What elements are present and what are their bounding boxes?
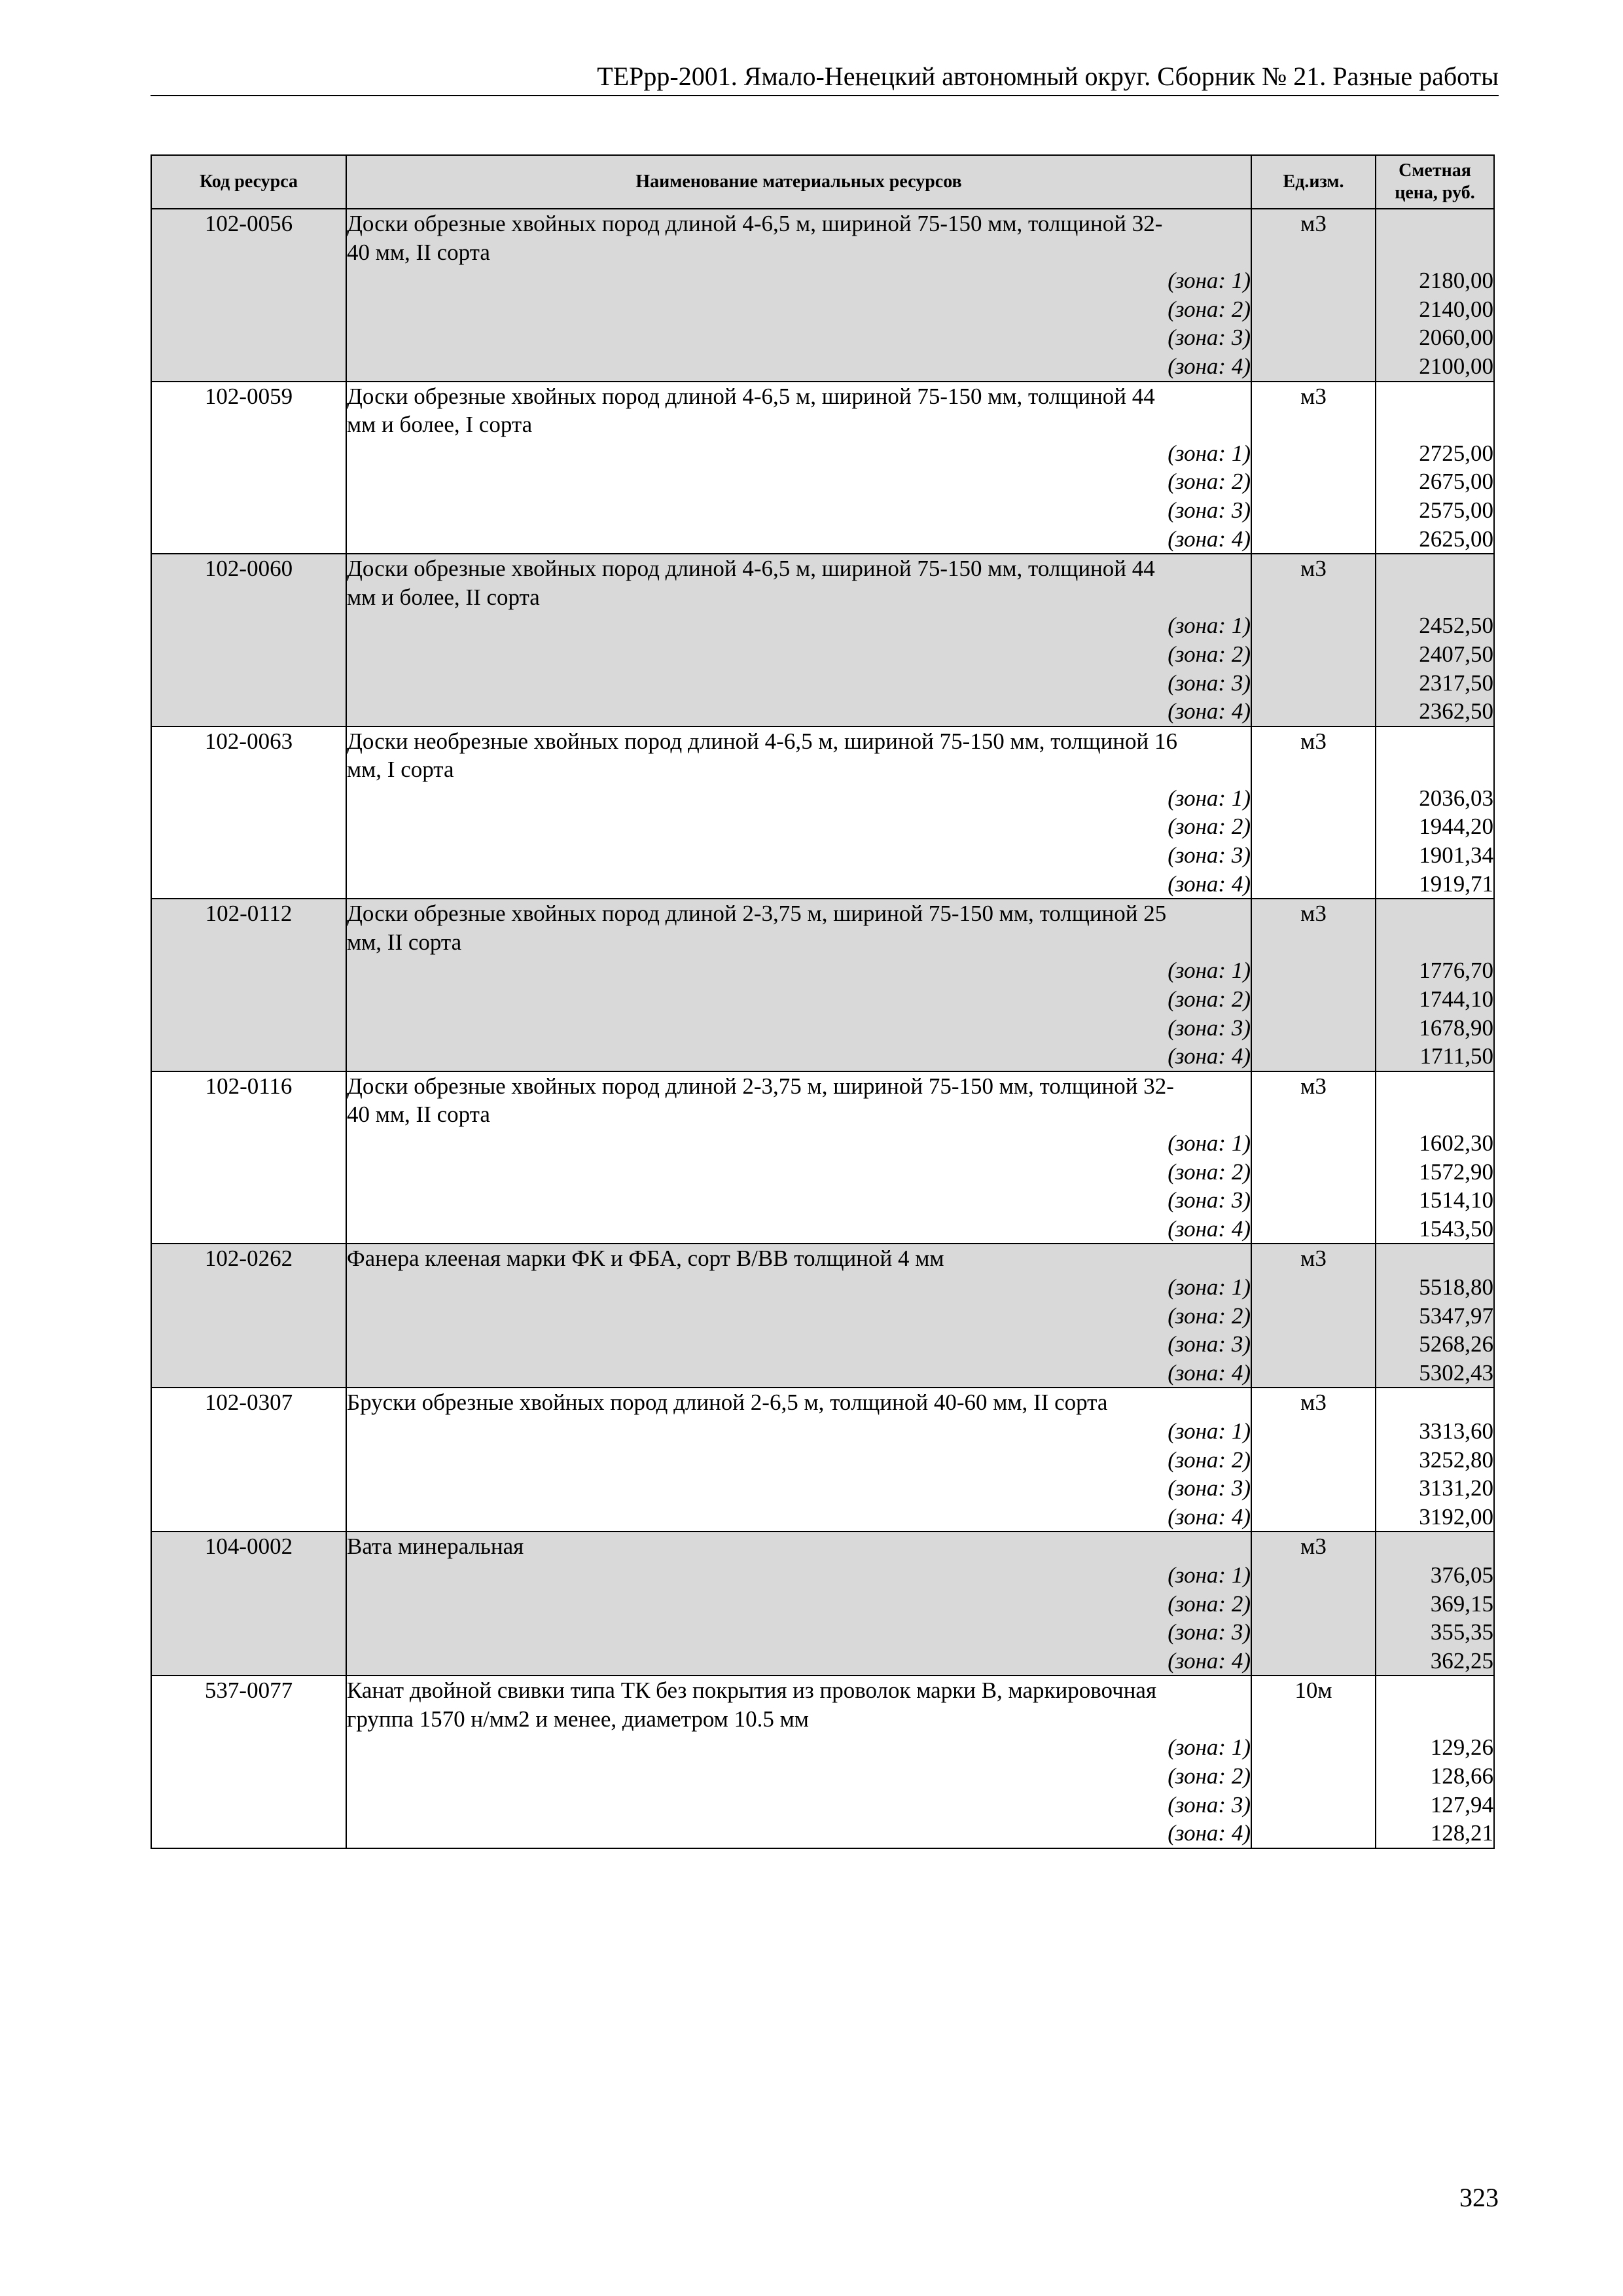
resource-name bbox=[346, 209, 1251, 382]
zone-label: (зона: 2) bbox=[1168, 1590, 1251, 1617]
zone-label: (зона: 2) bbox=[1168, 1446, 1251, 1473]
resource-prices bbox=[1376, 382, 1494, 554]
zone-label: (зона: 1) bbox=[1168, 1418, 1251, 1444]
resource-prices bbox=[1376, 209, 1494, 382]
zone-label: (зона: 3) bbox=[1168, 842, 1251, 869]
zone-label: (зона: 1) bbox=[1168, 1562, 1251, 1588]
column-header-price-line1: Сметная bbox=[1399, 160, 1471, 181]
zone-label: (зона: 2) bbox=[1168, 1158, 1251, 1185]
zone-price: 1776,70 bbox=[1419, 958, 1493, 984]
price-spacer bbox=[1376, 727, 1493, 756]
zone-label: (зона: 2) bbox=[1168, 296, 1251, 322]
resource-name-line: Канат двойной свивки типа ТК без покрытия из проволок марки В, маркировочная bbox=[347, 1677, 1157, 1704]
table-row bbox=[151, 1388, 1494, 1532]
price-spacer bbox=[1376, 238, 1493, 267]
resource-prices bbox=[1376, 1388, 1494, 1532]
table-row bbox=[151, 1071, 1494, 1244]
zone-price: 3192,00 bbox=[1419, 1503, 1493, 1530]
resource-code: 102-0262 bbox=[151, 1244, 346, 1388]
resource-name-line: группа 1570 н/мм2 и менее, диаметром 10.5 мм bbox=[347, 1706, 809, 1732]
zone-price: 3131,20 bbox=[1419, 1475, 1493, 1501]
zone-price: 1944,20 bbox=[1419, 814, 1493, 840]
resource-name-line: мм и более, II сорта bbox=[347, 584, 540, 610]
price-table bbox=[151, 154, 1495, 1849]
resource-name-line: Доски обрезные хвойных пород длиной 4-6,5 м, шириной 75-150 мм, толщиной 44 bbox=[347, 383, 1155, 409]
zone-price: 2407,50 bbox=[1419, 641, 1493, 667]
price-spacer bbox=[1376, 755, 1493, 784]
resource-unit: м3 bbox=[1251, 726, 1376, 899]
zone-price: 3252,80 bbox=[1419, 1446, 1493, 1473]
page-number: 323 bbox=[1459, 2183, 1499, 2212]
zone-label: (зона: 1) bbox=[1168, 268, 1251, 294]
zone-price: 2725,00 bbox=[1419, 440, 1493, 466]
price-spacer bbox=[1376, 583, 1493, 612]
zone-price: 2452,50 bbox=[1419, 613, 1493, 639]
zone-label: (зона: 1) bbox=[1168, 1130, 1251, 1156]
column-header-unit: Ед.изм. bbox=[1251, 155, 1376, 209]
resource-prices bbox=[1376, 1676, 1494, 1848]
zone-label: (зона: 1) bbox=[1168, 785, 1251, 811]
resource-code: 102-0112 bbox=[151, 899, 346, 1071]
zone-label: (зона: 3) bbox=[1168, 1475, 1251, 1501]
zone-price: 2140,00 bbox=[1419, 296, 1493, 322]
resource-prices bbox=[1376, 1244, 1494, 1388]
zone-price: 1744,10 bbox=[1419, 986, 1493, 1013]
table-header-row bbox=[151, 155, 1494, 209]
zone-label: (зона: 3) bbox=[1168, 670, 1251, 696]
resource-code: 102-0059 bbox=[151, 382, 346, 554]
zone-price: 127,94 bbox=[1430, 1791, 1493, 1818]
page-header: ТЕРрр-2001. Ямало-Ненецкий автономный округ. Сборник № 21. Разные работы bbox=[151, 60, 1499, 96]
price-spacer bbox=[1376, 1244, 1493, 1273]
resource-unit: м3 bbox=[1251, 899, 1376, 1071]
zone-label: (зона: 3) bbox=[1168, 1619, 1251, 1645]
resource-name-line: Доски обрезные хвойных пород длиной 4-6,5 м, шириной 75-150 мм, толщиной 32- bbox=[347, 211, 1163, 236]
zone-label: (зона: 4) bbox=[1168, 1359, 1251, 1386]
zone-label: (зона: 3) bbox=[1168, 1791, 1251, 1818]
zone-price: 2060,00 bbox=[1419, 325, 1493, 351]
resource-unit: м3 bbox=[1251, 382, 1376, 554]
resource-name-line: Доски обрезные хвойных пород длиной 2-3,75 м, шириной 75-150 мм, толщиной 32- bbox=[347, 1073, 1174, 1099]
price-spacer bbox=[1376, 1532, 1493, 1561]
table-row bbox=[151, 209, 1494, 382]
zone-price: 1572,90 bbox=[1419, 1158, 1493, 1185]
zone-price: 1919,71 bbox=[1419, 870, 1493, 897]
resource-prices bbox=[1376, 1071, 1494, 1244]
resource-name-line: 40 мм, II сорта bbox=[347, 1102, 490, 1128]
resource-name bbox=[346, 1071, 1251, 1244]
price-spacer bbox=[1376, 554, 1493, 583]
resource-prices bbox=[1376, 726, 1494, 899]
zone-price: 2180,00 bbox=[1419, 268, 1493, 294]
resource-name-line: мм и более, I сорта bbox=[347, 412, 533, 438]
zone-price: 2100,00 bbox=[1419, 353, 1493, 379]
zone-label: (зона: 4) bbox=[1168, 870, 1251, 897]
resource-unit: 10м bbox=[1251, 1676, 1376, 1848]
column-header-name: Наименование материальных ресурсов bbox=[346, 155, 1251, 209]
resource-name-line: Вата минеральная bbox=[347, 1534, 524, 1560]
resource-prices bbox=[1376, 1532, 1494, 1676]
resource-code: 537-0077 bbox=[151, 1676, 346, 1848]
zone-label: (зона: 1) bbox=[1168, 1734, 1251, 1761]
zone-label: (зона: 3) bbox=[1168, 1187, 1251, 1213]
zone-price: 2575,00 bbox=[1419, 497, 1493, 523]
zone-price: 1711,50 bbox=[1419, 1043, 1493, 1069]
zone-label: (зона: 4) bbox=[1168, 1503, 1251, 1530]
resource-code: 104-0002 bbox=[151, 1532, 346, 1676]
zone-price: 2036,03 bbox=[1419, 785, 1493, 811]
zone-price: 376,05 bbox=[1430, 1562, 1493, 1588]
resource-unit: м3 bbox=[1251, 1388, 1376, 1532]
zone-label: (зона: 4) bbox=[1168, 1043, 1251, 1069]
price-spacer bbox=[1376, 928, 1493, 957]
resource-name bbox=[346, 1532, 1251, 1676]
resource-name-line: мм, II сорта bbox=[347, 929, 462, 955]
resource-name bbox=[346, 382, 1251, 554]
table-row bbox=[151, 382, 1494, 554]
resource-name-line: Доски обрезные хвойных пород длиной 4-6,5 м, шириной 75-150 мм, толщиной 44 bbox=[347, 556, 1155, 582]
zone-price: 128,21 bbox=[1430, 1820, 1493, 1846]
zone-label: (зона: 2) bbox=[1168, 1302, 1251, 1329]
price-spacer bbox=[1376, 209, 1493, 238]
price-spacer bbox=[1376, 899, 1493, 928]
resource-code: 102-0307 bbox=[151, 1388, 346, 1532]
table-row bbox=[151, 726, 1494, 899]
zone-label: (зона: 2) bbox=[1168, 641, 1251, 667]
zone-price: 2675,00 bbox=[1419, 469, 1493, 495]
zone-price: 2317,50 bbox=[1419, 670, 1493, 696]
zone-label: (зона: 3) bbox=[1168, 325, 1251, 351]
price-spacer bbox=[1376, 1676, 1493, 1705]
resource-code: 102-0056 bbox=[151, 209, 346, 382]
resource-unit: м3 bbox=[1251, 1532, 1376, 1676]
price-spacer bbox=[1376, 382, 1493, 411]
zone-price: 5268,26 bbox=[1419, 1331, 1493, 1357]
table-row bbox=[151, 899, 1494, 1071]
zone-label: (зона: 2) bbox=[1168, 814, 1251, 840]
zone-price: 1901,34 bbox=[1419, 842, 1493, 869]
price-spacer bbox=[1376, 1072, 1493, 1101]
price-spacer bbox=[1376, 1388, 1493, 1417]
zone-label: (зона: 1) bbox=[1168, 958, 1251, 984]
zone-price: 129,26 bbox=[1430, 1734, 1493, 1761]
resource-name-line: мм, I сорта bbox=[347, 757, 454, 783]
resource-name-line: 40 мм, II сорта bbox=[347, 239, 490, 265]
resource-unit: м3 bbox=[1251, 209, 1376, 382]
resource-name bbox=[346, 1244, 1251, 1388]
table-row bbox=[151, 1244, 1494, 1388]
zone-price: 5302,43 bbox=[1419, 1359, 1493, 1386]
zone-label: (зона: 2) bbox=[1168, 469, 1251, 495]
column-header-price bbox=[1376, 155, 1494, 209]
table-body bbox=[151, 209, 1494, 1848]
resource-name-line: Доски необрезные хвойных пород длиной 4-6,5 м, шириной 75-150 мм, толщиной 16 bbox=[347, 728, 1178, 754]
column-header-code: Код ресурса bbox=[151, 155, 346, 209]
resource-code: 102-0060 bbox=[151, 554, 346, 726]
table-row bbox=[151, 1532, 1494, 1676]
resource-unit: м3 bbox=[1251, 1071, 1376, 1244]
table-row bbox=[151, 554, 1494, 726]
resource-code: 102-0116 bbox=[151, 1071, 346, 1244]
resource-name bbox=[346, 1676, 1251, 1848]
price-spacer bbox=[1376, 1705, 1493, 1734]
zone-label: (зона: 4) bbox=[1168, 353, 1251, 379]
zone-label: (зона: 3) bbox=[1168, 497, 1251, 523]
zone-label: (зона: 4) bbox=[1168, 1820, 1251, 1846]
resource-name bbox=[346, 554, 1251, 726]
zone-price: 128,66 bbox=[1430, 1763, 1493, 1789]
resource-name bbox=[346, 899, 1251, 1071]
resource-prices bbox=[1376, 554, 1494, 726]
zone-label: (зона: 4) bbox=[1168, 698, 1251, 725]
zone-price: 2625,00 bbox=[1419, 526, 1493, 552]
resource-name-line: Фанера клееная марки ФК и ФБА, сорт В/ВВ толщиной 4 мм bbox=[347, 1246, 944, 1272]
zone-label: (зона: 4) bbox=[1168, 1647, 1251, 1674]
zone-price: 1678,90 bbox=[1419, 1014, 1493, 1041]
column-header-price-line2: цена, руб. bbox=[1395, 183, 1475, 203]
resource-name-line: Бруски обрезные хвойных пород длиной 2-6,5 м, толщиной 40-60 мм, II сорта bbox=[347, 1390, 1108, 1416]
resource-prices bbox=[1376, 899, 1494, 1071]
zone-label: (зона: 2) bbox=[1168, 1763, 1251, 1789]
zone-price: 2362,50 bbox=[1419, 698, 1493, 725]
zone-label: (зона: 4) bbox=[1168, 1215, 1251, 1242]
resource-unit: м3 bbox=[1251, 1244, 1376, 1388]
zone-price: 1602,30 bbox=[1419, 1130, 1493, 1156]
zone-label: (зона: 4) bbox=[1168, 526, 1251, 552]
zone-label: (зона: 1) bbox=[1168, 1274, 1251, 1300]
zone-price: 369,15 bbox=[1430, 1590, 1493, 1617]
price-spacer bbox=[1376, 410, 1493, 439]
zone-label: (зона: 1) bbox=[1168, 613, 1251, 639]
price-spacer bbox=[1376, 1100, 1493, 1129]
zone-label: (зона: 2) bbox=[1168, 986, 1251, 1013]
zone-price: 1543,50 bbox=[1419, 1215, 1493, 1242]
zone-price: 1514,10 bbox=[1419, 1187, 1493, 1213]
zone-price: 3313,60 bbox=[1419, 1418, 1493, 1444]
zone-price: 362,25 bbox=[1430, 1647, 1493, 1674]
resource-name bbox=[346, 1388, 1251, 1532]
zone-label: (зона: 1) bbox=[1168, 440, 1251, 466]
resource-name-line: Доски обрезные хвойных пород длиной 2-3,75 м, шириной 75-150 мм, толщиной 25 bbox=[347, 901, 1167, 927]
table-row bbox=[151, 1676, 1494, 1848]
zone-label: (зона: 3) bbox=[1168, 1331, 1251, 1357]
zone-price: 5518,80 bbox=[1419, 1274, 1493, 1300]
zone-label: (зона: 3) bbox=[1168, 1014, 1251, 1041]
zone-price: 5347,97 bbox=[1419, 1302, 1493, 1329]
resource-unit: м3 bbox=[1251, 554, 1376, 726]
zone-price: 355,35 bbox=[1430, 1619, 1493, 1645]
resource-code: 102-0063 bbox=[151, 726, 346, 899]
resource-name bbox=[346, 726, 1251, 899]
